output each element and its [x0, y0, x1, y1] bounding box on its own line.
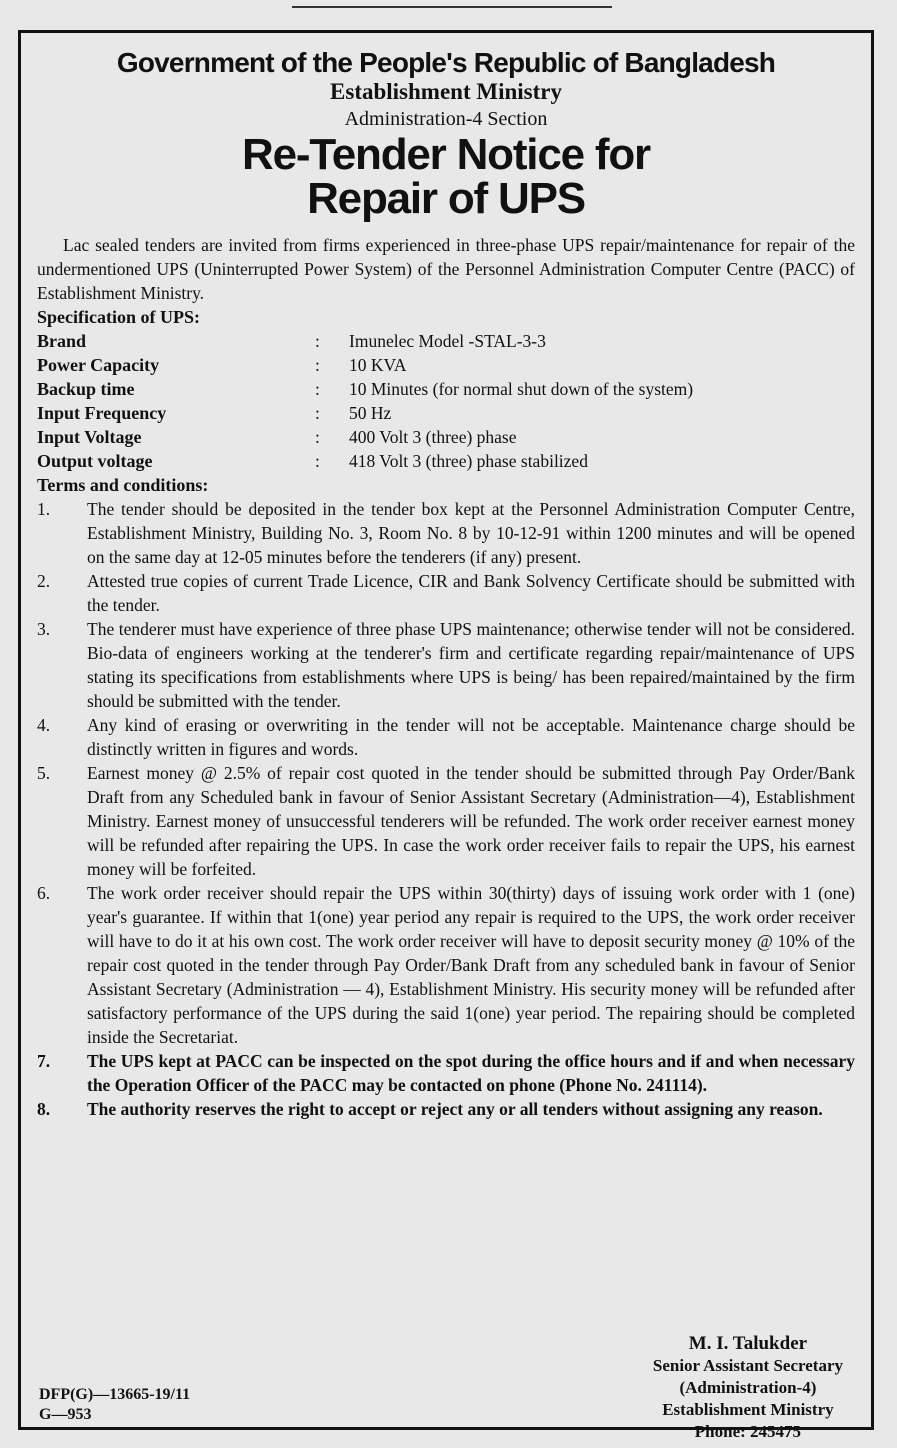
spec-row [37, 377, 855, 401]
specification-heading: Specification of UPS: [37, 307, 200, 327]
spec-value: 10 Minutes (for normal shut down of the system) [349, 379, 694, 399]
term-number: 6. [37, 883, 51, 903]
term-text: The work order receiver should repair the UPS within 30(thirty) days of issuing work order with 1 (one) year's guarantee. If within that 1(one) year period any repair is required to the UPS, the work order receiver will have to do it at his own cost. The work order receiver will have to deposit security money @ 10% of the repair cost quoted in the tender through Pay Order/Bank Draft from any scheduled bank in favour of Senior Assistant Secretary (Administration — 4), Establishment Ministry. His security money will be refunded after satisfactory performance of the UPS during the said 1(one) year period. The repairing should be completed inside the Secretariat. [87, 883, 855, 1047]
signatory-designation: Senior Assistant Secretary [652, 1356, 843, 1375]
spec-row [37, 353, 855, 377]
spec-label: Input Voltage [37, 427, 142, 447]
term-number: 2. [37, 571, 51, 591]
term-item [37, 497, 855, 569]
term-number: 1. [37, 499, 51, 519]
reference-line-1: DFP(G)—13665-19/11 [39, 1386, 191, 1403]
spec-row [37, 401, 855, 425]
spec-colon: : [315, 427, 320, 447]
signatory-ministry: Establishment Ministry [662, 1400, 834, 1419]
term-item [37, 761, 855, 881]
term-item [37, 713, 855, 761]
term-text: Earnest money @ 2.5% of repair cost quoted in the tender should be submitted through Pay Order/Bank Draft from any Scheduled bank in favour of Senior Assistant Secretary (Administration—4), Establishment Ministry. Earnest money of unsuccessful tenderers will be refunded. The work order receiver earnest money will be refunded after repairing the UPS. In case the work order receiver fails to repair the UPS, his earnest money will be forfeited. [87, 763, 855, 879]
terms-list [37, 497, 855, 1121]
spec-colon: : [315, 331, 320, 351]
government-heading: Government of the People's Republic of Bangladesh [116, 47, 776, 78]
spec-colon: : [315, 403, 320, 423]
section-heading: Administration-4 Section [344, 108, 548, 130]
spec-label: Power Capacity [37, 355, 160, 375]
term-text: The tenderer must have experience of three phase UPS maintenance; otherwise tender will not be considered. Bio-data of engineers working at the tenderer's firm and certificate regarding repair/maintenance of UPS stating its specifications from establishments where UPS is being/ has been repaired/maintained by the firm should be submitted with the tender. [87, 619, 855, 711]
spec-value: 418 Volt 3 (three) phase stabilized [349, 451, 588, 471]
signatory-name: M. I. Talukder [688, 1333, 808, 1354]
spec-label: Input Frequency [37, 403, 167, 423]
term-number: 8. [37, 1099, 51, 1119]
term-text: Attested true copies of current Trade Licence, CIR and Bank Solvency Certificate should be submitted with the tender. [87, 571, 855, 615]
spec-colon: : [315, 379, 320, 399]
intro-paragraph: Lac sealed tenders are invited from firms experienced in three-phase UPS repair/maintenance for repair of the undermentioned UPS (Uninterrupted Power System) of the Personnel Administration Computer Centre (PACC) of Establishment Ministry. [37, 235, 855, 303]
term-text: The authority reserves the right to accept or reject any or all tenders without assigning any reason. [87, 1099, 823, 1119]
term-number: 7. [37, 1051, 51, 1071]
notice-title [37, 130, 855, 223]
specification-list [37, 329, 855, 473]
reference-line-2: G—953 [39, 1406, 92, 1423]
ministry-heading: Establishment Ministry [330, 79, 562, 104]
term-text: Any kind of erasing or overwriting in the tender will not be acceptable. Maintenance charge should be distinctly written in figures and words. [87, 715, 855, 759]
term-item [37, 1097, 855, 1121]
notice-frame [18, 30, 874, 1441]
signatory-phone: Phone: 245475 [694, 1422, 802, 1441]
spec-value: Imunelec Model -STAL-3-3 [349, 331, 546, 351]
term-item [37, 1049, 855, 1097]
spec-row [37, 425, 855, 449]
terms-heading: Terms and conditions: [37, 475, 209, 495]
spec-label: Output voltage [37, 451, 153, 471]
term-item [37, 881, 855, 1049]
spec-value: 50 Hz [349, 403, 392, 423]
spec-label: Backup time [37, 379, 135, 399]
signatory-section: (Administration-4) [679, 1378, 817, 1397]
spec-value: 400 Volt 3 (three) phase [349, 427, 517, 447]
term-text: The UPS kept at PACC can be inspected on the spot during the office hours and if and when necessary the Operation Officer of the PACC may be contacted on phone (Phone No. 241114). [87, 1051, 855, 1095]
notice-title-line1: Re-Tender Notice for [242, 130, 650, 179]
page-top-rule [292, 0, 612, 8]
term-item [37, 617, 855, 713]
spec-label: Brand [37, 331, 87, 351]
spec-row [37, 449, 855, 473]
term-number: 4. [37, 715, 51, 735]
spec-colon: : [315, 451, 320, 471]
term-item [37, 569, 855, 617]
notice-title-line2: Repair of UPS [307, 174, 585, 223]
spec-colon: : [315, 355, 320, 375]
spec-value: 10 KVA [349, 355, 407, 375]
term-text: The tender should be deposited in the tender box kept at the Personnel Administration Computer Centre, Establishment Ministry, Building No. 3, Room No. 8 by 10-12-91 within 1200 minutes and will be opened on the same day at 12-05 minutes before the tenderers (if any) present. [87, 499, 855, 567]
signature-block [653, 1333, 843, 1443]
spec-row [37, 329, 855, 353]
term-number: 5. [37, 763, 51, 783]
reference-code [39, 1385, 190, 1425]
term-number: 3. [37, 619, 51, 639]
